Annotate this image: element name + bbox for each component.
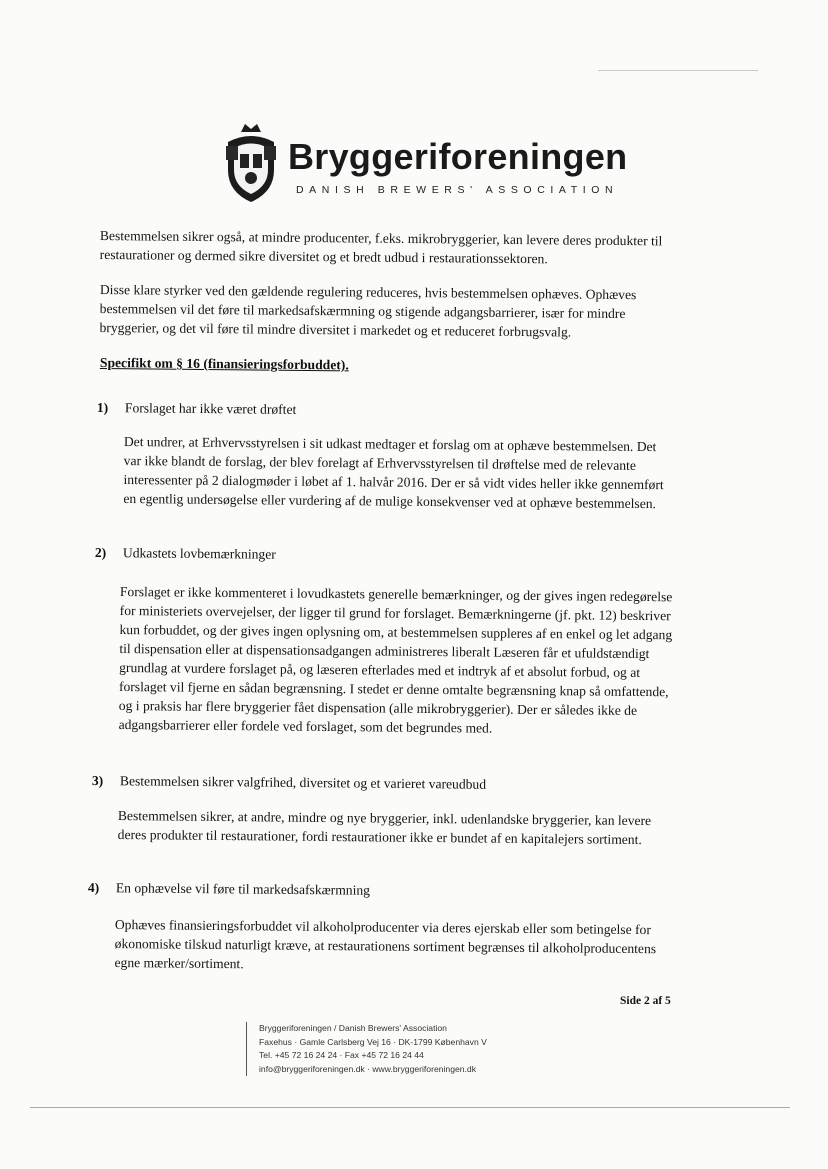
item-text-3: Bestemmelsen sikrer, at andre, mindre og nye bryggerier, inkl. udenlandske bryggerier, kan levere deres produkter til restaurationer, fordi restaurationer ikke er bundet af en kapitalejers sortiment.	[117, 807, 652, 848]
association-crest-logo	[222, 122, 280, 204]
item-heading-2	[95, 545, 276, 563]
item-number: 2)	[94, 545, 107, 561]
letterhead	[222, 122, 628, 210]
item-title: Forslaget har ikke været drøftet	[124, 400, 297, 417]
item-number: 4)	[87, 880, 100, 896]
section-heading: Specifikt om § 16 (finansieringsforbuddet).	[99, 355, 349, 373]
item-text-4: Ophæves finansieringsforbuddet vil alkoholproducenter via deres ejerskab eller som betingelse for økonomiske tilskud naturligt kræve, at restaurationens sortiment begrænses til alkoholproducentens egne mærker/sortiment.	[114, 916, 657, 972]
footer-org: Bryggeriforeningen / Danish Brewers' Association	[259, 1023, 447, 1033]
brand-subtitle: DANISH BREWERS' ASSOCIATION	[296, 184, 619, 196]
item-text-1: Det undrer, at Erhvervsstyrelsen i sit udkast medtager et forslag om at ophæve bestemmelsen. Det var ikke blandt de forslag, der blev forelagt af Erhvervsstyrelsen til drøftelse med de relevante interessenter på 2 dialogmøder i løbet af 1. halvår 2016. Der er så vidt vides heller ikke gennemført en egentlig undersøgelse eller vurdering af de mulige konsekvenser ved at ophæve bestemmelsen.	[123, 433, 664, 512]
page-number: Side 2 af 5	[620, 995, 671, 1007]
item-number: 3)	[91, 773, 104, 789]
item-title: Bestemmelsen sikrer valgfrihed, diversitet og et varieret vareudbud	[119, 773, 487, 792]
scan-edge-top	[598, 70, 758, 71]
footer-phone: Tel. +45 72 16 24 24 · Fax +45 72 16 24 44	[259, 1050, 424, 1060]
item-heading-4	[88, 880, 370, 899]
footer-contact	[246, 1022, 487, 1076]
item-title: Udkastets lovbemærkninger	[122, 545, 276, 562]
footer-address: Faxehus · Gamle Carlsberg Vej 16 · DK-1799 København V	[259, 1036, 487, 1047]
item-number: 1)	[96, 400, 109, 416]
intro-paragraph-2: Disse klare styrker ved den gældende regulering reduceres, hvis bestemmelsen ophæves. Ophæves bestemmelsen vil det føre til markedsafskærmning og stigende adgangsbarrierer, især for mindre bryggerier, og det vil føre til mindre diversitet i markedet og et reduceret forbrugsvalg.	[99, 281, 637, 340]
brand-name: Bryggeriforeningen	[288, 136, 628, 177]
item-text-2: Forslaget er ikke kommenteret i lovudkastets generelle bemærkninger, og der gives ingen redegørelse for ministeriets overvejelser, der ligger til grund for forslaget. Bemærkningerne (jf. pkt. 12) beskriver kun forbuddet, og der gives ingen oplysning om, at bestemmelsen suppleres af en enkel og let adgang til dispensation eller at dispensationsadgangen administreres liberalt Læseren får et ufuldstændigt grundlag at vurdere forslaget på, og læseren efterlades med et indtryk af et absolut forbud, og at forslaget vil fjerne en sådan begrænsning. I stedet er denne omtalte begrænsning knap så omfattende, og i praksis har flere bryggerier fået dispensation (alle mikrobryggerier). Der er således ikke de adgangsbarrierer eller fordele ved forslaget, som det begrundes med.	[118, 583, 673, 736]
item-heading-3	[92, 773, 486, 793]
footer-web: info@bryggeriforeningen.dk · www.bryggeriforeningen.dk	[259, 1063, 477, 1074]
scan-edge-bottom	[30, 1107, 790, 1108]
item-heading-1	[97, 400, 297, 418]
intro-paragraph-1: Bestemmelsen sikrer også, at mindre producenter, f.eks. mikrobryggerier, kan levere deres produkter til restaurationer og dermed sikre diversitet og et bredt udbud i restaurationssektoren.	[99, 227, 663, 267]
item-title: En ophævelse vil føre til markedsafskærmning	[115, 880, 371, 898]
